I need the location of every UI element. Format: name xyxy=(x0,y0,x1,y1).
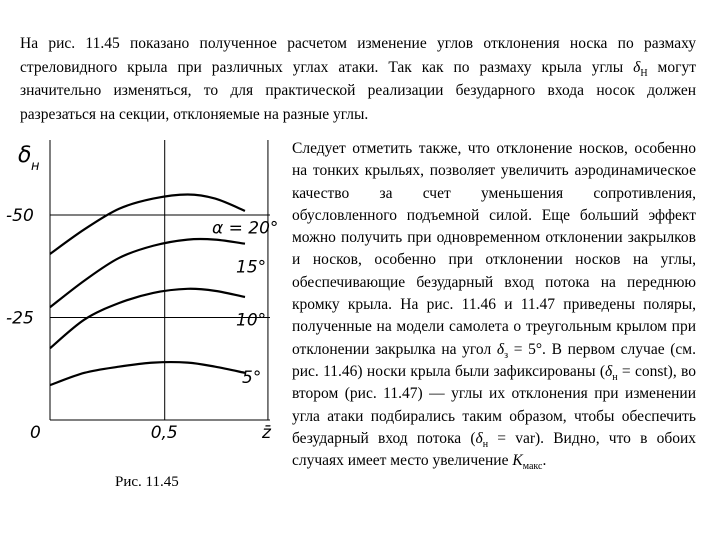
body-text-4: = var). Видно, что в обоих случаях имеет место увеличение xyxy=(292,429,697,470)
series-line-2 xyxy=(50,289,245,349)
flap-delta-sub: з xyxy=(504,349,509,361)
k-max-symbol: K xyxy=(512,452,523,470)
y-axis-label xyxy=(18,143,40,174)
intro-text-2: могут значительно изменяться, то для практической реализации безударного входа носок должен разрезаться на секции, отклоняемые на разные углы. xyxy=(20,58,696,123)
body-text-5: . xyxy=(542,452,547,470)
body-text-1: Следует отметить также, что отклонение носков, особенно на тонких крыльях, позволяет увеличить аэродинамическое качество за счет уменьшения сопротивления, обусловленного подъемной силой. Еще больший эффект можно получить при одновременном отклонении закрылков и носков, особенно при отклонении носков на углы, обеспечивающие безударный вход потока на переднюю кромку крыла. На рис. 11.46 и 11.47 приведены поляры, полученные на модели самолета о треугольным крылом при отклонении закрылка на угол xyxy=(292,140,696,358)
series-line-3 xyxy=(50,362,245,385)
series-label-3: 5° xyxy=(242,368,262,389)
x-tick-label-2: z̄ xyxy=(261,423,271,443)
deflection-chart xyxy=(0,0,290,470)
flap-delta-symbol: δ xyxy=(496,340,505,358)
body-text-2: = 5°. В первом случае (см. рис. 11.46) носки крыла были зафиксированы ( xyxy=(292,340,696,380)
series-label-2: 10° xyxy=(236,310,267,331)
body-text-3: = const), во втором (рис. 11.47) — углы их отклонения при изменении угла атаки подбирались таким образом, чтобы обеспечить безударный вход потока ( xyxy=(292,362,697,447)
delta-subscript: Н xyxy=(640,67,648,79)
k-max-sub: макс xyxy=(522,461,543,473)
series-label-0: α = 20° xyxy=(212,218,279,239)
nose-delta-symbol-1: δ xyxy=(605,362,613,380)
series-label-1: 15° xyxy=(236,257,267,278)
body-paragraph xyxy=(292,138,696,472)
delta-symbol: δ xyxy=(633,58,641,76)
y-tick-label-1: -25 xyxy=(6,308,34,329)
chart-grid xyxy=(50,140,270,420)
nose-delta-sub-1: н xyxy=(612,372,618,384)
y-axis-label-symbol: δ xyxy=(18,143,32,168)
nose-delta-sub-2: н xyxy=(482,438,489,450)
y-axis-label-sub: н xyxy=(31,159,40,174)
figure-caption: Рис. 11.45 xyxy=(115,474,179,490)
x-tick-label-1: 0,5 xyxy=(150,423,178,443)
intro-text-1: На рис. 11.45 показано полученное расчетом изменение углов отклонения носка по размаху стреловидного крыла при различных углах атаки. Так как по размаху крыла углы xyxy=(20,35,696,76)
nose-delta-symbol-2: δ xyxy=(475,429,483,447)
series-line-1 xyxy=(50,239,245,307)
y-tick-label-0: -50 xyxy=(6,206,34,226)
x-tick-label-0: 0 xyxy=(30,423,41,443)
